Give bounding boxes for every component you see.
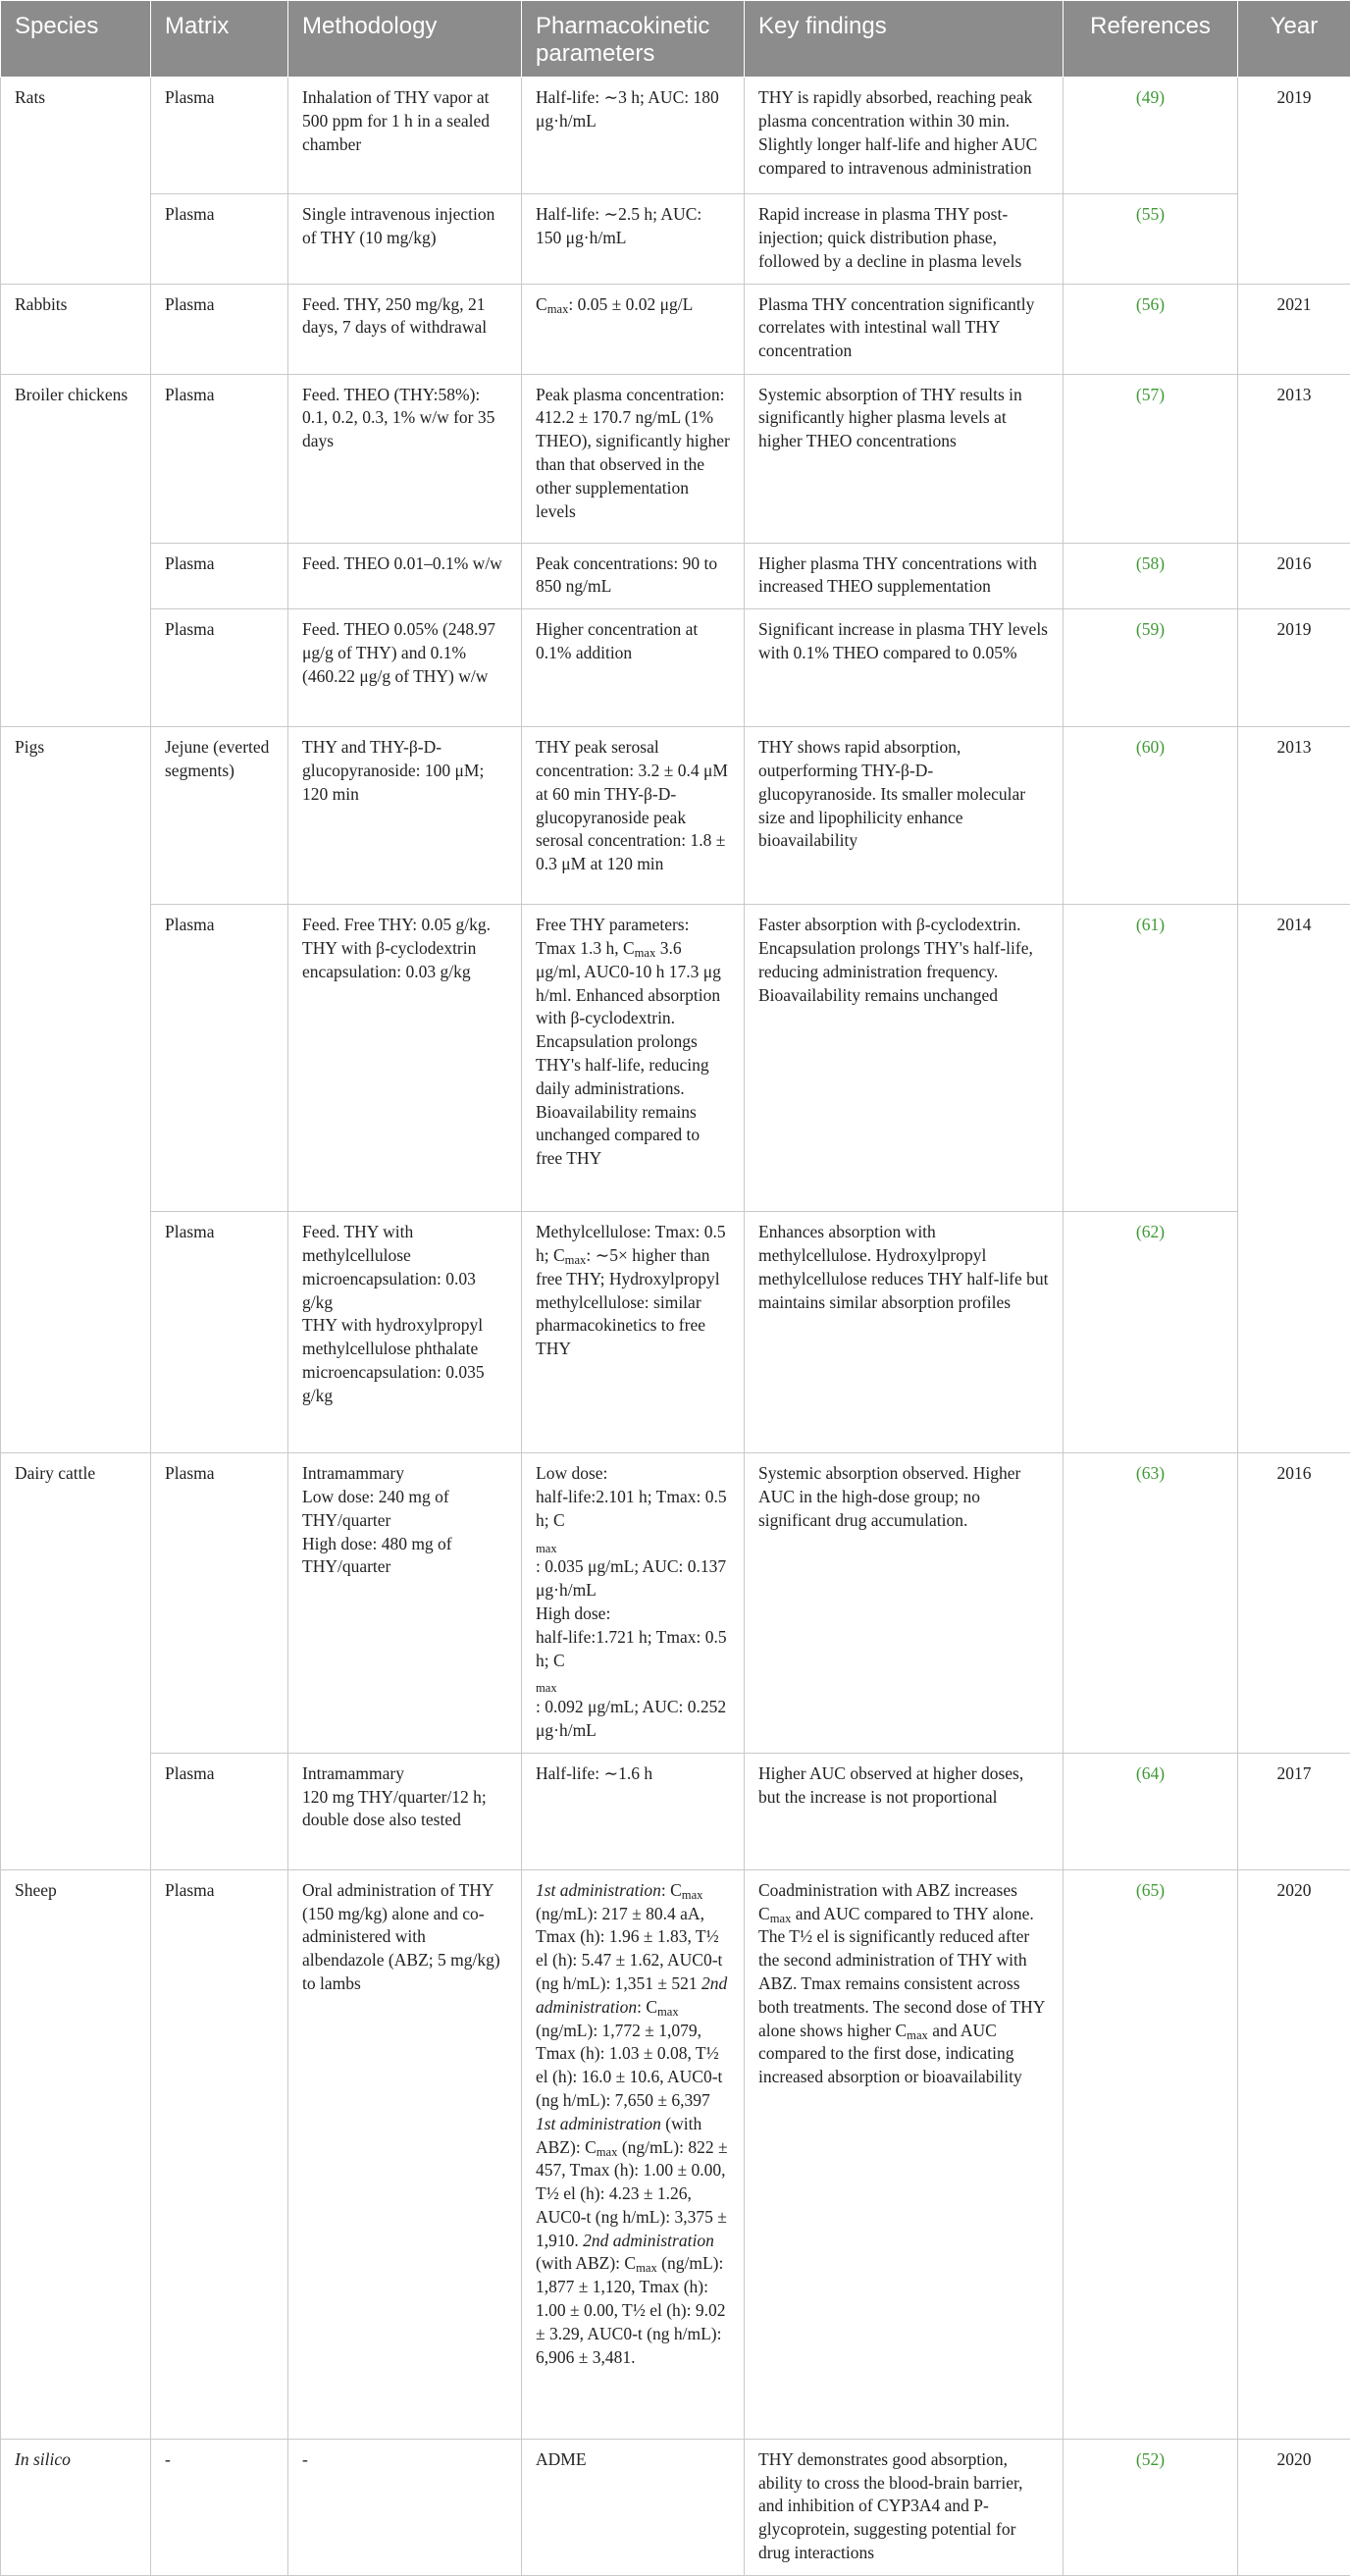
findings-cell: Significant increase in plasma THY levels with 0.1% THEO compared to 0.05% [745, 609, 1064, 727]
matrix-cell: Plasma [151, 1453, 288, 1754]
table-row [1, 1753, 1350, 1869]
parameters-cell: Free THY parameters: Tmax 1.3 h, $C_{max}$ 3.6 μg/ml, AUC0-10 h 17.3 μg h/ml. Enhanced absorption with β-cyclodextrin. Encapsulation prolongs THY's half-life, reducing daily administrations. Bioavailability remains unchanged compared to free THY [522, 905, 745, 1212]
findings-cell: Coadministration with ABZ increases $C_{max}$ and AUC compared to THY alone. The T½ el is significantly reduced after the second administration of THY with ABZ. Tmax remains consistent across both treatments. The second dose of THY alone shows higher $C_{max}$ and AUC compared to the first dose, indicating increased absorption or bioavailability [745, 1869, 1064, 2439]
findings-cell: Enhances absorption with methylcellulose. Hydroxylpropyl methylcellulose reduces THY half-life but maintains similar absorption profiles [745, 1212, 1064, 1453]
parameters-cell: Half-life: ∼3 h; AUC: 180 μg·h/mL [522, 78, 745, 194]
matrix-cell: Plasma [151, 194, 288, 284]
reference-cell [1064, 194, 1238, 284]
species-cell: Rats [1, 78, 151, 284]
header-key-findings: Key findings [745, 1, 1064, 78]
matrix-cell: Jejune (everted segments) [151, 727, 288, 905]
reference-link[interactable]: (49) [1136, 87, 1165, 107]
findings-cell: Higher plasma THY concentrations with increased THEO supplementation [745, 543, 1064, 609]
reference-cell [1064, 1753, 1238, 1869]
header-parameters: Pharmacokinetic parameters [522, 1, 745, 78]
methodology-cell: Intramammary Low dose: 240 mg of THY/quarter High dose: 480 mg of THY/quarter [288, 1453, 522, 1754]
table-body [1, 78, 1350, 2576]
reference-cell [1064, 1212, 1238, 1453]
reference-cell [1064, 78, 1238, 194]
parameters-cell: Higher concentration at 0.1% addition [522, 609, 745, 727]
reference-cell [1064, 374, 1238, 543]
reference-cell [1064, 543, 1238, 609]
methodology-cell: Feed. THEO (THY:58%): 0.1, 0.2, 0.3, 1% w/w for 35 days [288, 374, 522, 543]
methodology-cell: THY and THY-β-D-glucopyranoside: 100 μM; 120 min [288, 727, 522, 905]
year-cell: 2019 [1238, 78, 1350, 284]
findings-cell: Systemic absorption observed. Higher AUC in the high-dose group; no significant drug accumulation. [745, 1453, 1064, 1754]
year-cell: 2013 [1238, 374, 1350, 543]
species-cell: Dairy cattle [1, 1453, 151, 1870]
table-row [1, 2439, 1350, 2575]
matrix-cell: Plasma [151, 1869, 288, 2439]
table-row [1, 609, 1350, 727]
species-cell: In silico [1, 2439, 151, 2575]
methodology-cell: Inhalation of THY vapor at 500 ppm for 1 h in a sealed chamber [288, 78, 522, 194]
parameters-cell: 1st administration: $C_{max}$ (ng/mL): 217 ± 80.4 aA, Tmax (h): 1.96 ± 1.83, T½ el (h): 5.47 ± 1.62, AUC0-t (ng h/mL): 1,351 ± 521 2nd administration: $C_{max}$ (ng/mL): 1,772 ± 1,079, Tmax (h): 1.03 ± 0.08, T½ el (h): 16.0 ± 10.6, AUC0-t (ng h/mL): 7,650 ± 6,397 1st administration (with ABZ): $C_{max}$ (ng/mL): 822 ± 457, Tmax (h): 1.00 ± 0.00, T½ el (h): 4.23 ± 1.26, AUC0-t (ng h/mL): 3,375 ± 1,910. 2nd administration (with ABZ): $C_{max}$ (ng/mL): 1,877 ± 1,120, Tmax (h): 1.00 ± 0.00, T½ el (h): 9.02 ± 3.29, AUC0-t (ng h/mL): 6,906 ± 3,481. [522, 1869, 745, 2439]
header-references: References [1064, 1, 1238, 78]
findings-cell: Faster absorption with β-cyclodextrin. Encapsulation prolongs THY's half-life, reducing administration frequency. Bioavailability remains unchanged [745, 905, 1064, 1212]
matrix-cell: Plasma [151, 284, 288, 374]
methodology-cell: Feed. THEO 0.01–0.1% w/w [288, 543, 522, 609]
header-matrix: Matrix [151, 1, 288, 78]
matrix-cell: Plasma [151, 78, 288, 194]
year-cell: 2017 [1238, 1753, 1350, 1869]
matrix-cell: Plasma [151, 609, 288, 727]
species-cell: Sheep [1, 1869, 151, 2439]
findings-cell: Rapid increase in plasma THY post-injection; quick distribution phase, followed by a decline in plasma levels [745, 194, 1064, 284]
table-row [1, 543, 1350, 609]
reference-link[interactable]: (59) [1136, 619, 1165, 639]
methodology-cell: Feed. Free THY: 0.05 g/kg. THY with β-cyclodextrin encapsulation: 0.03 g/kg [288, 905, 522, 1212]
year-cell: 2014 [1238, 905, 1350, 1453]
reference-cell [1064, 284, 1238, 374]
reference-link[interactable]: (62) [1136, 1222, 1165, 1241]
findings-cell: Systemic absorption of THY results in significantly higher plasma levels at higher THEO concentrations [745, 374, 1064, 543]
reference-link[interactable]: (63) [1136, 1463, 1165, 1483]
table-row [1, 374, 1350, 543]
parameters-cell: THY peak serosal concentration: 3.2 ± 0.4 μM at 60 min THY-β-D-glucopyranoside peak serosal concentration: 1.8 ± 0.3 μM at 120 min [522, 727, 745, 905]
species-cell: Broiler chickens [1, 374, 151, 727]
matrix-cell: Plasma [151, 1753, 288, 1869]
table-row [1, 78, 1350, 194]
reference-cell [1064, 2439, 1238, 2575]
header-year: Year [1238, 1, 1350, 78]
reference-cell [1064, 1869, 1238, 2439]
matrix-cell: Plasma [151, 1212, 288, 1453]
year-cell: 2013 [1238, 727, 1350, 905]
findings-cell: THY demonstrates good absorption, ability to cross the blood-brain barrier, and inhibition of CYP3A4 and P-glycoprotein, suggesting potential for drug interactions [745, 2439, 1064, 2575]
species-cell: Pigs [1, 727, 151, 1453]
matrix-cell: Plasma [151, 374, 288, 543]
parameters-cell: Half-life: ∼1.6 h [522, 1753, 745, 1869]
table-header [1, 1, 1350, 78]
table-row [1, 194, 1350, 284]
methodology-cell: Single intravenous injection of THY (10 mg/kg) [288, 194, 522, 284]
parameters-cell: Peak concentrations: 90 to 850 ng/mL [522, 543, 745, 609]
matrix-cell: Plasma [151, 905, 288, 1212]
methodology-cell: Feed. THY with methylcellulose microencapsulation: 0.03 g/kg THY with hydroxylpropyl methylcellulose phthalate microencapsulation: 0.035 g/kg [288, 1212, 522, 1453]
year-cell: 2016 [1238, 543, 1350, 609]
reference-cell [1064, 727, 1238, 905]
header-row [1, 1, 1350, 78]
methodology-cell: Intramammary 120 mg THY/quarter/12 h; double dose also tested [288, 1753, 522, 1869]
year-cell: 2019 [1238, 609, 1350, 727]
year-cell: 2020 [1238, 2439, 1350, 2575]
reference-link[interactable]: (64) [1136, 1763, 1165, 1783]
year-cell: 2021 [1238, 284, 1350, 374]
species-cell: Rabbits [1, 284, 151, 374]
methodology-cell: Feed. THY, 250 mg/kg, 21 days, 7 days of withdrawal [288, 284, 522, 374]
parameters-cell: $C_{max}$: 0.05 ± 0.02 μg/L [522, 284, 745, 374]
reference-link[interactable]: (65) [1136, 1880, 1165, 1900]
methodology-cell: - [288, 2439, 522, 2575]
table-row [1, 1869, 1350, 2439]
table-row [1, 727, 1350, 905]
table-row [1, 1453, 1350, 1754]
parameters-cell: Peak plasma concentration: 412.2 ± 170.7 ng/mL (1% THEO), significantly higher than that observed in the other supplementation levels [522, 374, 745, 543]
reference-link[interactable]: (61) [1136, 915, 1165, 934]
table-row [1, 1212, 1350, 1453]
reference-cell [1064, 1453, 1238, 1754]
year-cell: 2020 [1238, 1869, 1350, 2439]
reference-link[interactable]: (58) [1136, 553, 1165, 573]
findings-cell: Higher AUC observed at higher doses, but the increase is not proportional [745, 1753, 1064, 1869]
matrix-cell: Plasma [151, 543, 288, 609]
findings-cell: Plasma THY concentration significantly correlates with intestinal wall THY concentration [745, 284, 1064, 374]
matrix-cell: - [151, 2439, 288, 2575]
reference-link[interactable]: (52) [1136, 2449, 1165, 2469]
reference-cell [1064, 905, 1238, 1212]
year-cell: 2016 [1238, 1453, 1350, 1754]
methodology-cell: Feed. THEO 0.05% (248.97 μg/g of THY) and 0.1% (460.22 μg/g of THY) w/w [288, 609, 522, 727]
reference-link[interactable]: (55) [1136, 204, 1165, 224]
findings-cell: THY is rapidly absorbed, reaching peak plasma concentration within 30 min. Slightly longer half-life and higher AUC compared to intravenous administration [745, 78, 1064, 194]
methodology-cell: Oral administration of THY (150 mg/kg) alone and co-administered with albendazole (ABZ; 5 mg/kg) to lambs [288, 1869, 522, 2439]
parameters-cell: Half-life: ∼2.5 h; AUC: 150 μg·h/mL [522, 194, 745, 284]
parameters-cell: Low dose: half-life:2.101 h; Tmax: 0.5 h; C $_{max}$ : 0.035 μg/mL; AUC: 0.137 μg·h/mL High dose: half-life:1.721 h; Tmax: 0.5 h; C $_{max}$ : 0.092 μg/mL; AUC: 0.252 μg·h/mL [522, 1453, 745, 1754]
reference-cell [1064, 609, 1238, 727]
table-row [1, 905, 1350, 1212]
header-methodology: Methodology [288, 1, 522, 78]
table-row [1, 284, 1350, 374]
findings-cell: THY shows rapid absorption, outperforming THY-β-D-glucopyranoside. Its smaller molecular size and lipophilicity enhance bioavailability [745, 727, 1064, 905]
reference-link[interactable]: (56) [1136, 294, 1165, 314]
parameters-cell: Methylcellulose: Tmax: 0.5 h; $C_{max}$: ∼5× higher than free THY; Hydroxylpropyl methylcellulose: similar pharmacokinetics to free THY [522, 1212, 745, 1453]
reference-link[interactable]: (57) [1136, 385, 1165, 404]
reference-link[interactable]: (60) [1136, 737, 1165, 757]
header-species: Species [1, 1, 151, 78]
parameters-cell: ADME [522, 2439, 745, 2575]
